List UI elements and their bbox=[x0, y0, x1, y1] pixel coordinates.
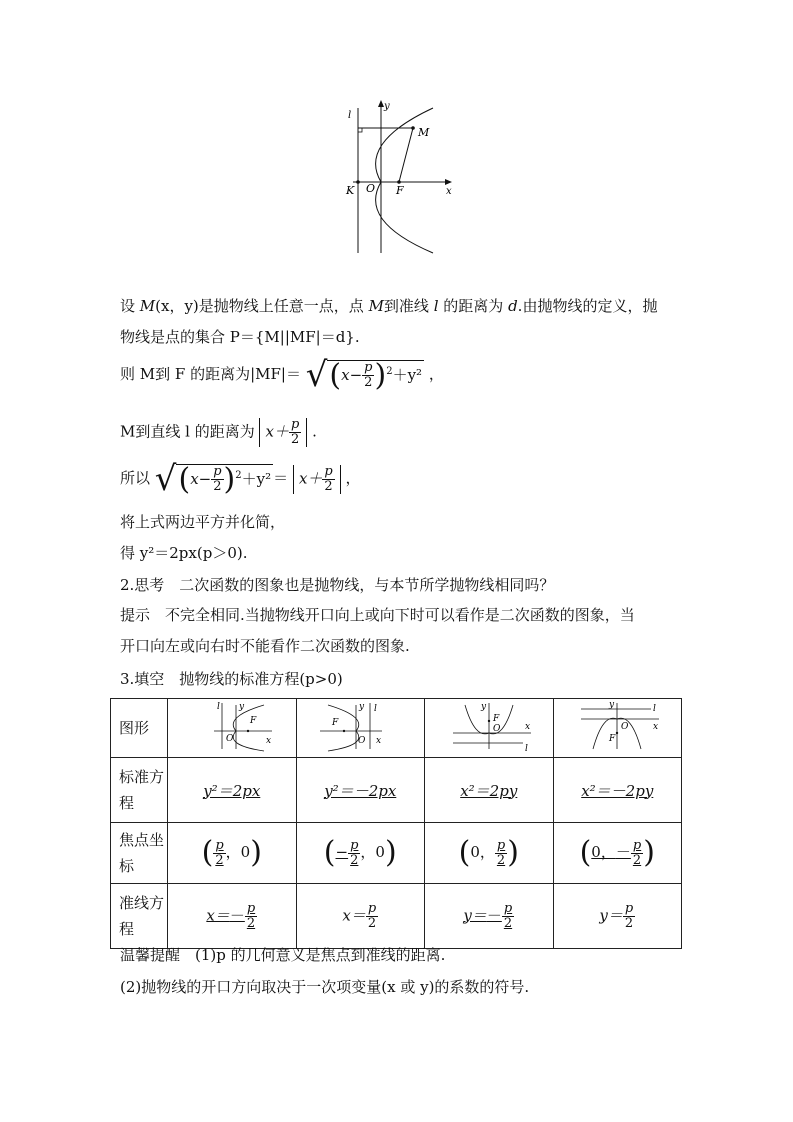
directrix-cell: x＝ $\frac{p}{2}$ bbox=[296, 884, 425, 949]
paragraph-setup: 设 M(x，y)是抛物线上任意一点，点 M到准线 l 的距离为 d.由抛物线的定义，抛 bbox=[120, 297, 658, 315]
table-row-graph bbox=[111, 699, 682, 758]
paragraph-reminder-2: (2)抛物线的开口方向取决于一次项变量(x 或 y)的系数的符号. bbox=[120, 978, 530, 996]
svg-text:l: l bbox=[524, 744, 528, 753]
svg-text:y: y bbox=[480, 702, 486, 712]
graph-right-opening bbox=[168, 699, 297, 758]
directrix-cell: y＝ $\frac{p}{2}$ bbox=[553, 884, 682, 949]
parabola-figure bbox=[338, 98, 458, 258]
paragraph-simplify: 将上式两边平方并化简， bbox=[120, 513, 286, 531]
graph-down-opening bbox=[553, 699, 682, 758]
equation-cell: x²＝2py bbox=[425, 758, 554, 823]
svg-text:O: O bbox=[621, 722, 629, 732]
label-K: K bbox=[346, 184, 355, 197]
paragraph-think: 2.思考 二次函数的图象也是抛物线，与本节所学抛物线相同吗？ bbox=[120, 576, 555, 594]
equation-cell: y²＝2px bbox=[168, 758, 297, 823]
focus-cell: ( $\frac{p}{2}$ ，0) bbox=[168, 823, 297, 884]
standard-equation-table bbox=[110, 698, 682, 949]
focus-cell: (0，－ $\frac{p}{2}$ ) bbox=[553, 823, 682, 884]
svg-text:x: x bbox=[265, 736, 271, 746]
svg-text:O: O bbox=[225, 734, 234, 744]
formula-equation: 所以 √(x− $\frac{p}{2}$ )$^2$＋y² ＝ x＋ $\frac{p}{2}$ ， bbox=[120, 459, 361, 499]
sqrt-expression: √(x− $\frac{p}{2}$ )$^2$＋y² bbox=[305, 355, 423, 395]
directrix-cell: x＝－ $\frac{p}{2}$ bbox=[168, 884, 297, 949]
svg-text:l: l bbox=[374, 704, 378, 714]
table-row-focus bbox=[111, 823, 682, 884]
label-x: x bbox=[446, 186, 452, 197]
equation-cell: y²＝－2px bbox=[296, 758, 425, 823]
table-row-equation bbox=[111, 758, 682, 823]
fraction-p-over-2: $\frac{p}{2}$ bbox=[364, 360, 373, 390]
label-l: l bbox=[348, 110, 352, 121]
paragraph-hint-1: 提示 不完全相同.当抛物线开口向上或向下时可以看作是二次函数的图象，当 bbox=[120, 606, 635, 624]
row-header-graph: 图形 bbox=[111, 699, 168, 758]
formula-directrix-distance: M到直线 l 的距离为 x＋ $\frac{p}{2}$ . bbox=[120, 417, 317, 447]
svg-text:l: l bbox=[653, 704, 657, 714]
svg-text:x: x bbox=[524, 722, 530, 732]
svg-text:F: F bbox=[492, 714, 499, 724]
label-O: O bbox=[366, 182, 376, 195]
svg-text:O: O bbox=[492, 724, 501, 734]
svg-text:y: y bbox=[359, 702, 365, 712]
graph-up-opening bbox=[425, 699, 554, 758]
label-y: y bbox=[384, 101, 390, 112]
table-row-directrix bbox=[111, 884, 682, 949]
paragraph-set-definition: 物线是点的集合 P＝{M||MF|＝d}. bbox=[120, 328, 360, 346]
row-header-equation: 标准方程 bbox=[111, 758, 168, 823]
svg-text:F: F bbox=[332, 718, 339, 728]
abs-expression: x＋ $\frac{p}{2}$ bbox=[259, 418, 307, 447]
paragraph-result: 得 y²＝2px(p＞0). bbox=[120, 544, 248, 562]
paragraph-hint-2: 开口向左或向右时不能看作二次函数的图象. bbox=[120, 637, 410, 655]
directrix-cell: y＝－ $\frac{p}{2}$ bbox=[425, 884, 554, 949]
focus-cell: (− $\frac{p}{2}$ ，0) bbox=[296, 823, 425, 884]
row-header-directrix: 准线方程 bbox=[111, 884, 168, 949]
label-F: F bbox=[396, 184, 404, 197]
svg-text:x: x bbox=[376, 736, 382, 746]
svg-text:l: l bbox=[216, 702, 220, 712]
row-header-focus: 焦点坐标 bbox=[111, 823, 168, 884]
svg-text:F: F bbox=[609, 734, 616, 744]
svg-text:x: x bbox=[653, 722, 659, 732]
graph-left-opening bbox=[296, 699, 425, 758]
svg-text:O: O bbox=[358, 736, 366, 746]
formula-mf-distance: 则 M到 F 的距离为|MF|＝ √(x− $\frac{p}{2}$ )$^2$＋y² ， bbox=[120, 355, 444, 395]
paragraph-reminder-1: 温馨提醒 (1)p 的几何意义是焦点到准线的距离. bbox=[120, 946, 446, 964]
svg-text:y: y bbox=[238, 702, 244, 712]
label-M: M bbox=[418, 126, 430, 139]
svg-text:y: y bbox=[609, 700, 615, 710]
focus-cell: (0， $\frac{p}{2}$ ) bbox=[425, 823, 554, 884]
paragraph-fill: 3.填空 抛物线的标准方程(p>0) bbox=[120, 670, 343, 688]
equation-cell: x²＝－2py bbox=[553, 758, 682, 823]
svg-text:F: F bbox=[249, 716, 256, 726]
